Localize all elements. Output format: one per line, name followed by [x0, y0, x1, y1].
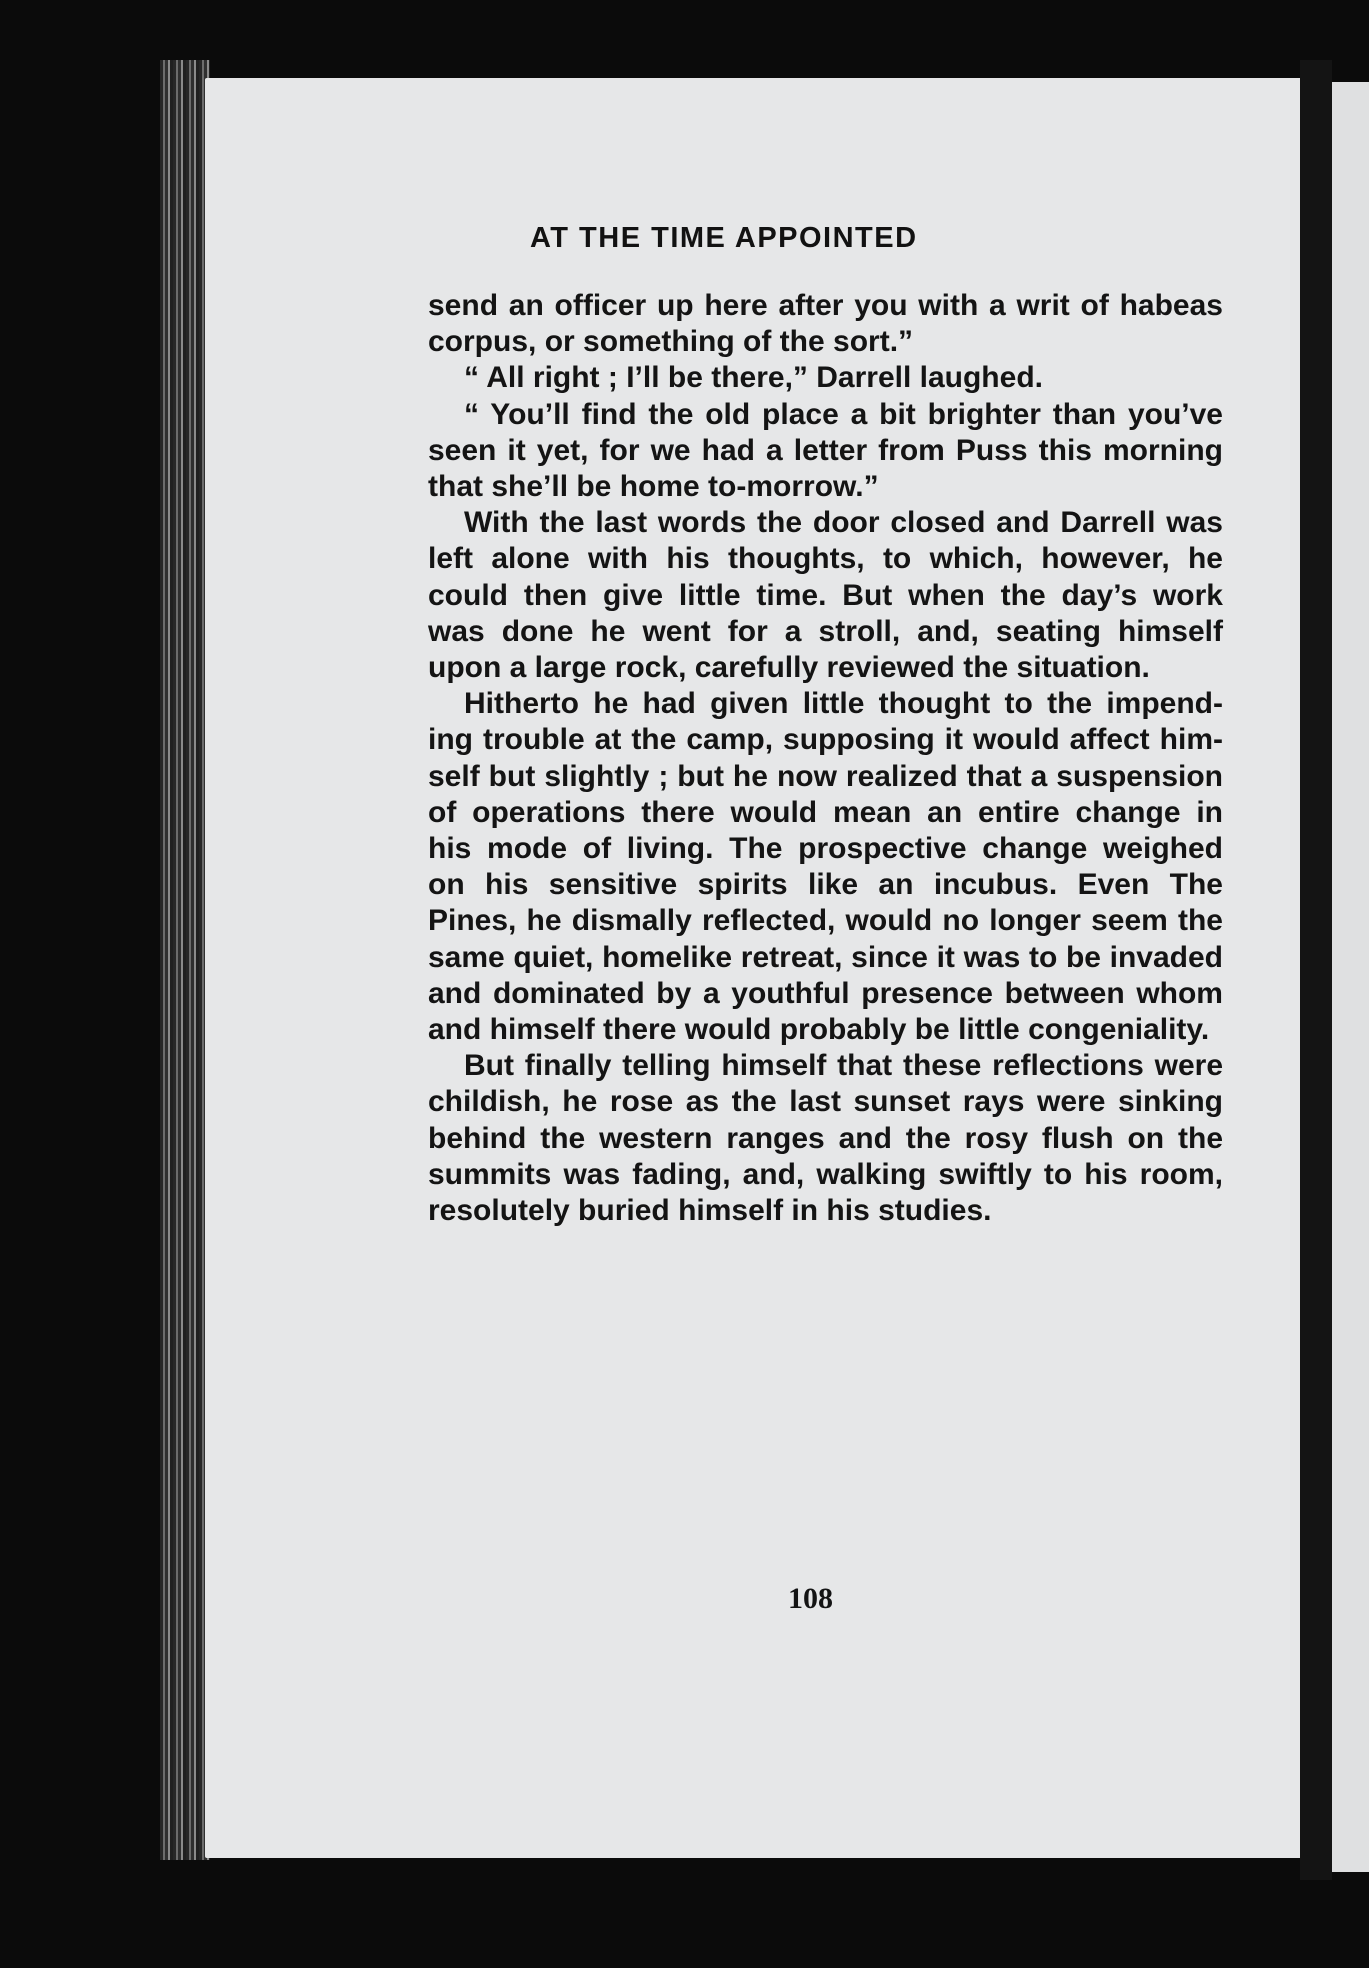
text-line: upon a large rock, carefully reviewed the situation. [428, 651, 1150, 685]
text-line: send an officer up here after you with a writ of habeas [428, 289, 1223, 322]
text-line: on his sensitive spirits like an incubus. Even The [428, 868, 1223, 902]
page-edges [160, 60, 210, 1860]
text-line: self but slightly ; but he now realized that a suspension [428, 759, 1223, 793]
text-line: his mode of living. The prospective change weighed [428, 832, 1223, 866]
next-page-edge [1332, 82, 1369, 1872]
text-line: summits was fading, and, walking swiftly to his room, [428, 1157, 1223, 1191]
text-line: But finally telling himself that these reflections were [464, 1049, 1223, 1083]
text-line: could then give little time. But when the day’s work [428, 578, 1223, 612]
text-line: corpus, or something of the sort.” [428, 325, 914, 359]
book-gutter [1300, 60, 1332, 1880]
text-line: and dominated by a youthful presence between whom [428, 976, 1223, 1010]
text-line: was done he went for a stroll, and, seating himself [428, 614, 1223, 648]
body-text [428, 288, 1223, 1229]
running-head: AT THE TIME APPOINTED [530, 222, 918, 254]
text-line: of operations there would mean an entire change in [428, 795, 1223, 829]
text-line: “ All right ; I’ll be there,” Darrell laughed. [464, 361, 1043, 395]
text-line: same quiet, homelike retreat, since it was to be invaded [428, 940, 1223, 974]
text-line: left alone with his thoughts, to which, however, he [428, 542, 1223, 576]
text-line: that she’ll be home to-morrow.” [428, 470, 879, 504]
text-line: Pines, he dismally reflected, would no longer seem the [428, 904, 1223, 938]
text-line: childish, he rose as the last sunset rays were sinking [428, 1085, 1223, 1119]
text-line: “ You’ll find the old place a bit brighter than you’ve [464, 397, 1223, 431]
text-line: and himself there would probably be little congeniality. [428, 1013, 1210, 1047]
text-line: seen it yet, for we had a letter from Puss this morning [428, 433, 1223, 467]
text-line: ing trouble at the camp, supposing it would affect him- [428, 723, 1223, 757]
page-number: 108 [788, 1582, 833, 1615]
text-line: resolutely buried himself in his studies. [428, 1194, 992, 1228]
text-line: behind the western ranges and the rosy flush on the [428, 1121, 1223, 1155]
text-line: Hitherto he had given little thought to the impend- [464, 687, 1223, 721]
text-line: With the last words the door closed and Darrell was [464, 506, 1223, 540]
